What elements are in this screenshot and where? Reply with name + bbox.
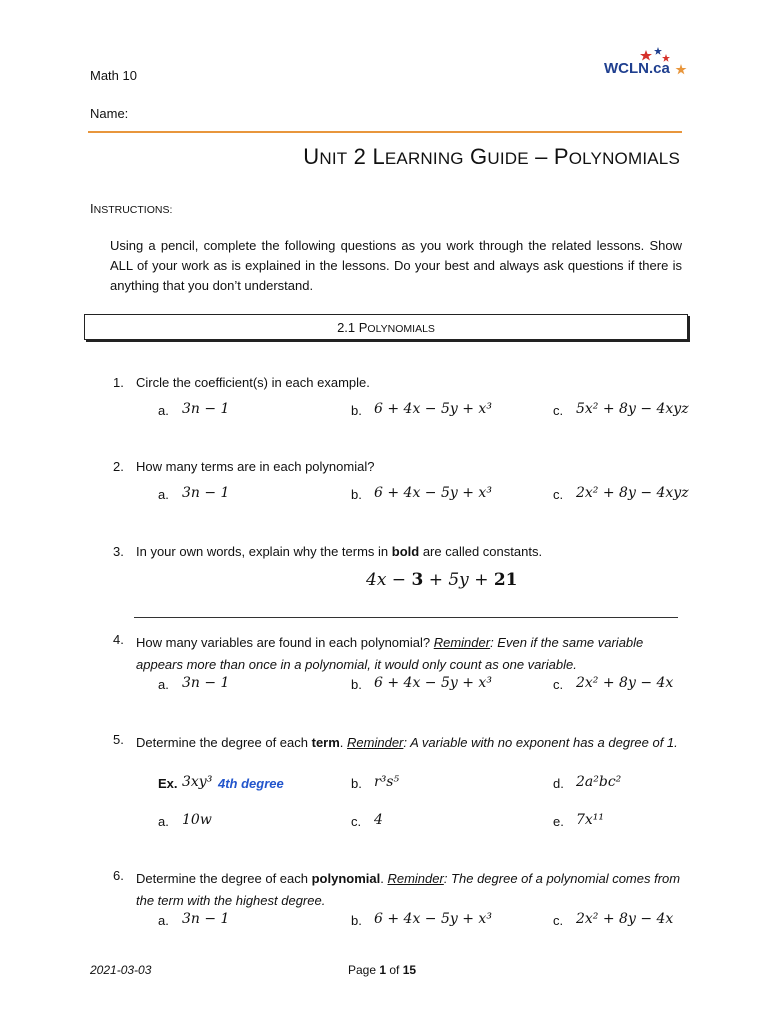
option-label: a. <box>158 814 169 829</box>
option-label: b. <box>351 776 362 791</box>
answer-line[interactable] <box>134 617 678 618</box>
question-text: How many variables are found in each polynomial? Reminder: Even if the same variable appears more than once in a polynomial, it would only count as one variable. <box>136 635 644 672</box>
instructions-body: Using a pencil, complete the following questions as you work through the related lessons. Show ALL of your work as is explained in the lessons. Do your best and always ask questions if there is anything that you don’t understand. <box>110 238 682 293</box>
expression: 2x² + 8y − 4x <box>576 675 674 691</box>
expression: 3n − 1 <box>182 911 230 927</box>
instructions-heading: INSTRUCTIONS: <box>90 201 173 216</box>
question-number: 5. <box>113 732 124 747</box>
example-label: Ex. <box>158 776 178 791</box>
option-label: c. <box>553 913 564 928</box>
option-label: a. <box>158 913 169 928</box>
expression: 3xy³ <box>182 774 213 790</box>
expression: 6 + 4x − 5y + x³ <box>374 911 492 927</box>
option-label: e. <box>553 814 564 829</box>
expression: 6 + 4x − 5y + x³ <box>374 485 492 501</box>
logo-text: WCLN.ca <box>604 60 670 77</box>
question-number: 3. <box>113 544 124 559</box>
option-label: a. <box>158 403 169 418</box>
expression: r³s⁵ <box>374 774 400 790</box>
footer-date: 2021-03-03 <box>90 963 152 977</box>
expression: 10w <box>182 812 212 828</box>
question-number: 4. <box>113 632 124 647</box>
question-number: 6. <box>113 868 124 883</box>
option-label: b. <box>351 403 362 418</box>
question-number: 1. <box>113 375 124 390</box>
question-text: Determine the degree of each polynomial. Reminder: The degree of a polynomial comes from the term with the highest degree. <box>136 871 681 908</box>
question-text: Circle the coefficient(s) in each example. <box>136 375 370 390</box>
question-text: Determine the degree of each term. Reminder: A variable with no exponent has a degree of 1. <box>136 735 678 750</box>
expression: 6 + 4x − 5y + x³ <box>374 675 492 691</box>
expression: 2a²bc² <box>576 774 622 790</box>
option-label: b. <box>351 677 362 692</box>
option-label: c. <box>553 677 564 692</box>
page-title: UNIT 2 LEARNING GUIDE – POLYNOMIALS <box>303 144 680 169</box>
constants-expression: 4x − 3 + 5y + 21 <box>366 570 518 590</box>
option-label: c. <box>553 403 564 418</box>
option-label: c. <box>553 487 564 502</box>
option-label: a. <box>158 487 169 502</box>
expression: 3n − 1 <box>182 675 230 691</box>
wcln-logo <box>602 46 688 82</box>
expression: 7x¹¹ <box>576 812 605 828</box>
option-label: b. <box>351 487 362 502</box>
expression: 4 <box>374 812 383 828</box>
page-number: Page 1 of 15 <box>348 963 417 977</box>
question-text: In your own words, explain why the terms in bold are called constants. <box>136 544 543 559</box>
expression: 6 + 4x − 5y + x³ <box>374 401 492 417</box>
example-answer: 4th degree <box>218 776 284 791</box>
question-text: How many terms are in each polynomial? <box>136 459 375 474</box>
section-title: 2.1 POLYNOMIALS <box>337 320 435 335</box>
expression: 5x² + 8y − 4xyz <box>576 401 689 417</box>
section-header <box>84 314 688 340</box>
header-divider <box>88 131 682 133</box>
course-name: Math 10 <box>90 68 137 83</box>
option-label: c. <box>351 814 362 829</box>
name-label: Name: <box>90 106 129 121</box>
expression: 3n − 1 <box>182 485 230 501</box>
question-number: 2. <box>113 459 124 474</box>
option-label: d. <box>553 776 564 791</box>
option-label: b. <box>351 913 362 928</box>
expression: 3n − 1 <box>182 401 230 417</box>
expression: 2x² + 8y − 4x <box>576 911 674 927</box>
option-label: a. <box>158 677 169 692</box>
expression: 2x² + 8y − 4xyz <box>576 485 689 501</box>
